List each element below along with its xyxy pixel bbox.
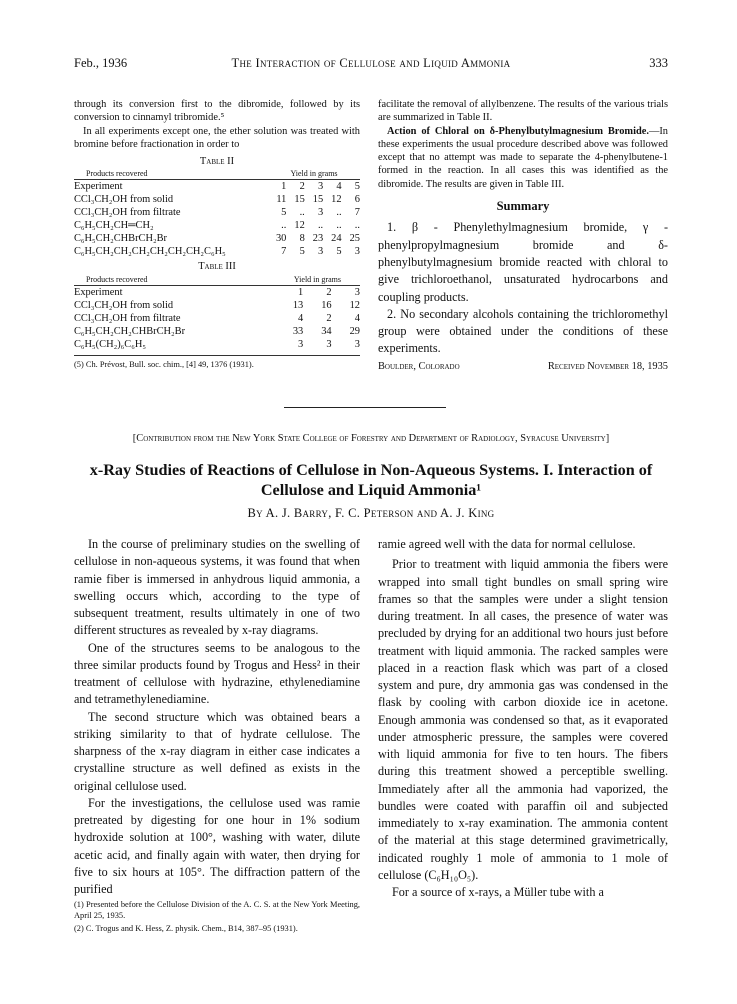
table-cell: 4 — [336, 181, 342, 193]
top-right-column — [378, 98, 668, 373]
table-cell: 33 — [292, 325, 304, 337]
table-cell: .. — [336, 207, 342, 219]
table-cell: 12 — [331, 194, 342, 206]
paragraph: One of the structures seems to be analogous to the three similar products found by Trogus and Hess² in their treatment of cellulose with hydrazine, ethylenediamine and tetramethylenediamine. — [74, 640, 360, 707]
table-3 — [74, 274, 360, 351]
table-row — [74, 180, 360, 194]
table-cell: 3 — [354, 286, 360, 298]
table-cell: .. — [281, 220, 287, 232]
table-row — [74, 299, 360, 312]
table-cell: 3 — [326, 338, 332, 350]
table-cell: 5 — [281, 207, 287, 219]
body-left-column — [74, 536, 360, 935]
table-cell: 6 — [354, 194, 360, 206]
table-cell: 23 — [312, 233, 324, 245]
location: Boulder, Colorado — [378, 360, 460, 372]
running-title: The Interaction of Cellulose and Liquid Ammonia — [231, 56, 511, 70]
table-cell: 3 — [298, 338, 304, 350]
table-cell: 3 — [354, 338, 360, 350]
article-title: x-Ray Studies of Reactions of Cellulose in Non-Aqueous Systems. I. Interaction of Cellulose and Liquid Ammonia¹ — [89, 461, 653, 499]
table-2-caption: Table II — [199, 156, 235, 168]
table-cell: 7 — [354, 207, 360, 219]
paragraph: In the course of preliminary studies on the swelling of cellulose in non-aqueous systems, it was found that when ramie fiber is immersed in anhydrous liquid ammonia, a swelling occurs which, according to the type of subsequent treatment, results ultimately in one of two different structures as revealed by x-ray diagrams. — [74, 537, 360, 638]
article-divider — [284, 407, 446, 408]
paragraph: The second structure which was obtained bears a striking similarity to that of hydrate cellulose. The sharpness of the x-ray diagram in either case indicates a crystalline structure as well defined as exists in the original cellulose used. — [74, 709, 360, 793]
footnote-1: (1) Presented before the Cellulose Division of the A. C. S. at the New York Meeting, April 25, 1935. — [74, 900, 360, 921]
table-cell: 5 — [354, 181, 360, 193]
table-cell: 2 — [326, 312, 332, 324]
table-cell: 16 — [321, 299, 332, 311]
row-label: CCl₃CH₂OH from filtrate — [74, 207, 181, 219]
table-2-col-yield: Yield in grams — [290, 169, 338, 179]
table-cell: 13 — [292, 299, 304, 311]
table-cell: 2 — [299, 181, 305, 193]
received-date: Received November 18, 1935 — [547, 360, 668, 372]
table-cell: 4 — [354, 312, 360, 324]
paragraph: ramie agreed well with the data for normal cellulose. — [378, 537, 636, 551]
table-row — [74, 325, 360, 338]
table-3-caption: Table III — [198, 261, 236, 273]
running-header — [74, 56, 668, 76]
table-row — [74, 338, 360, 351]
table-cell: 8 — [299, 233, 305, 245]
footnote-5: (5) Ch. Prévost, Bull. soc. chim., [4] 49, 1376 (1931). — [74, 359, 254, 369]
footnote-2: (2) C. Trogus and K. Hess, Z. physik. Chem., B14, 387–95 (1931). — [74, 923, 298, 933]
table-row — [74, 193, 360, 206]
table-cell: 3 — [317, 181, 324, 193]
table-row — [74, 219, 360, 232]
summary-point-1: 1. β - Phenylethylmagnesium bromide, γ - phenylpropylmagnesium bromide and δ-phenylbutylmagnesium bromide reacted with chloral to give trichloroethanol, unsaturated hydrocarbons and coupling products. — [378, 220, 668, 304]
table-cell: 5 — [336, 246, 342, 258]
summary-point-2: 2. No secondary alcohols containing the trichloromethyl group were obtained under the conditions of these experiments. — [378, 306, 668, 356]
table-row — [74, 312, 360, 325]
row-label: CCl₃CH₂OH from solid — [74, 194, 174, 206]
table-cell: 30 — [275, 233, 287, 245]
paragraph: facilitate the removal of allylbenzene. The results of the various trials are summarized in Table II. — [378, 99, 668, 124]
table-cell: 1 — [281, 181, 287, 193]
row-label: CCl₃CH₂OH from solid — [74, 299, 174, 311]
table-cell: 4 — [298, 312, 304, 324]
footnote-rule — [74, 355, 360, 356]
section-lead: Action of Chloral on δ-Phenylbutylmagnesium Bromide. — [387, 125, 649, 137]
table-cell: 7 — [281, 246, 287, 258]
table-cell: 1 — [298, 286, 304, 298]
table-cell: 5 — [299, 246, 305, 258]
summary-heading: Summary — [496, 199, 550, 214]
row-label: C₆H₅CH₂CH═CH₂ — [74, 220, 154, 232]
paragraph: For a source of x-rays, a Müller tube with a — [392, 885, 604, 899]
table-cell: 24 — [331, 233, 342, 245]
page-number: 333 — [649, 56, 668, 70]
row-label: Experiment — [74, 181, 123, 193]
row-label: Experiment — [74, 286, 123, 298]
table-cell: 3 — [354, 246, 360, 258]
table-cell: 34 — [321, 325, 332, 337]
table-cell: 12 — [294, 220, 305, 232]
body-right-column — [378, 536, 668, 901]
table-cell: 3 — [317, 246, 324, 258]
table-cell: 3 — [317, 207, 324, 219]
table-cell: .. — [299, 207, 305, 219]
paragraph: Action of Chloral on δ-Phenylbutylmagnesium Bromide.—In these experiments the usual procedure described above was followed except that no attempt was made to separate the 4-phenylbutene-1 formed in the reaction. In all cases this was identified as the dibromide. The results are given in Table III. — [378, 125, 668, 190]
table-cell: 29 — [349, 325, 360, 337]
top-left-column — [74, 98, 360, 370]
table-cell: .. — [317, 220, 324, 232]
signature-line — [378, 360, 668, 373]
table-3-col-yield: Yield in grams — [293, 274, 341, 284]
table-row — [74, 206, 360, 219]
table-cell: 12 — [349, 299, 360, 311]
paragraph: through its conversion first to the dibromide, followed by its conversion to cinnamyl tribromide.⁵ — [74, 99, 360, 124]
table-row — [74, 245, 360, 258]
table-2-col-products: Products recovered — [86, 169, 148, 179]
row-label: C₆H₅CH₂CH₂CHBrCH₂Br — [74, 325, 186, 337]
paragraph: Prior to treatment with liquid ammonia the fibers were wrapped into small tight bundles on small spring wire frames so that the samples were under a slight tension during treatment. In all cases, the presence of water was precluded by drying for an additional two hours just before treatment with liquid ammonia. The racked samples were placed in a reaction flask which was part of a closed system and pure, dry ammonia gas was condensed in the flask by cooling with carbon dioxide ice in acetone. Enough ammonia was condensed so that, as it evaporated under atmospheric pressure, the samples were covered with liquid ammonia for five to ten hours. The fibers during this treatment showed a perceptible swelling. Immediately after all the ammonia had vaporized, the bundles were coated with paraffin oil and subjected immediately to x-ray examination. The ammonia content of the material at this stage determined gravimetrically, indicated roughly 1 mole of ammonia to 1 mole of cellulose (C₆H₁₀O₅). — [378, 557, 668, 882]
table-row — [74, 232, 360, 245]
row-label: CCl₃CH₂OH from filtrate — [74, 312, 181, 324]
table-cell: .. — [336, 220, 342, 232]
table-cell: 15 — [294, 194, 305, 206]
table-2 — [74, 168, 360, 258]
table-cell: 2 — [326, 286, 332, 298]
row-label: C₆H₅CH₂CHBrCH₂Br — [74, 233, 168, 245]
table-row — [74, 285, 360, 299]
paragraph: For the investigations, the cellulose used was ramie pretreated by digesting for one hour in 1% sodium hydroxide solution at 100°, washing with water, dilute acetic acid, and finally again with water, then drying for five to six hours at 105°. The diffraction pattern of the purified — [74, 795, 360, 896]
table-cell: 25 — [349, 233, 360, 245]
table-3-col-products: Products recovered — [86, 274, 148, 284]
row-label: C₆H₅(CH₂)₆C₆H₅ — [74, 338, 146, 350]
table-cell: 11 — [276, 194, 287, 206]
issue-date: Feb., 1936 — [74, 56, 128, 70]
table-cell: .. — [354, 220, 360, 232]
paragraph: In all experiments except one, the ether solution was treated with bromine before fractionation in order to — [74, 125, 360, 150]
byline: By A. J. Barry, F. C. Peterson and A. J. King — [247, 506, 495, 520]
contribution-note: [Contribution from the New York State College of Forestry and Department of Radiology, Syracuse University] — [132, 433, 610, 444]
row-label: C₆H₅CH₂CH₂CH₂CH₂CH₂CH₂C₆H₅ — [74, 246, 226, 258]
table-cell: 15 — [312, 194, 324, 206]
